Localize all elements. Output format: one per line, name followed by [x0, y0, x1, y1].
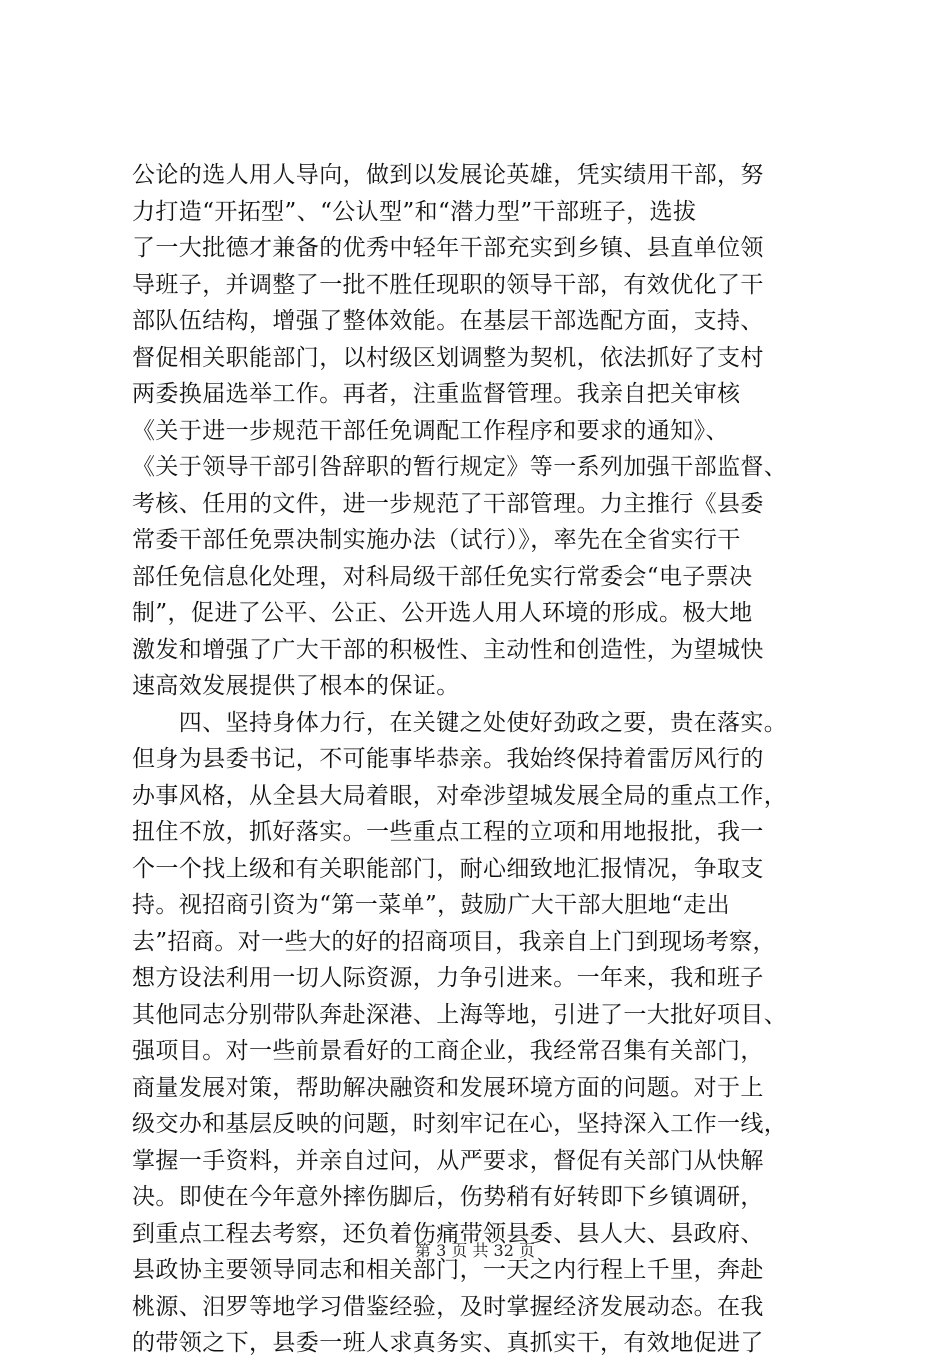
text-line: 考核、任用的文件，进一步规范了干部管理。力主推行《县委: [132, 490, 764, 517]
text-line: 决。即使在今年意外摔伤脚后，伤势稍有好转即下乡镇调研，: [132, 1184, 764, 1210]
text-line: 县政协主要领导同志和相关部门，一天之内行程上千里，奔赴: [132, 1257, 764, 1283]
text-line: 强项目。对一些前景看好的工商企业，我经常召集有关部门，: [132, 1038, 764, 1064]
text-line: 商量发展对策，帮助解决融资和发展环境方面的问题。对于上: [132, 1074, 764, 1101]
text-line: 制”，促进了公平、公正、公开选人用人环境的形成。极大地: [132, 600, 753, 626]
text-line: 督促相关职能部门，以村级区划调整为契机，依法抓好了支村: [132, 344, 764, 371]
text-line: 激发和增强了广大干部的积极性、主动性和创造性，为望城快: [132, 636, 764, 663]
text-line: 到重点工程去考察，还负着伤痛带领县委、县人大、县政府、: [132, 1220, 764, 1247]
text-line: 个一个找上级和有关职能部门，耐心细致地汇报情况，争取支: [132, 855, 764, 882]
text-line: 公论的选人用人导向，做到以发展论英雄，凭实绩用干部，努: [132, 162, 764, 188]
page-footer: [0, 1240, 950, 1262]
text-line: 级交办和基层反映的问题，时刻牢记在心，坚持深入工作一线，: [132, 1111, 788, 1137]
text-line: 扭住不放，抓好落实。一些重点工程的立项和用地报批，我一: [132, 819, 764, 845]
text-line: 的带领之下，县委一班人求真务实、真抓实干，有效地促进了: [132, 1330, 764, 1356]
text-line: 《关于领导干部引咎辞职的暂行规定》等一系列加强干部监督、: [132, 454, 788, 480]
text-line: 常委干部任免票决制实施办法（试行）》，率先在全省实行干: [132, 527, 741, 553]
text-line: 桃源、汨罗等地学习借鉴经验，及时掌握经济发展动态。在我: [132, 1293, 764, 1320]
text-line: 《关于进一步规范干部任免调配工作程序和要求的通知》、: [132, 417, 729, 444]
text-line: 但身为县委书记，不可能事毕恭亲。我始终保持着雷厉风行的: [132, 746, 764, 772]
text-line: 四、坚持身体力行，在关键之处使好劲政之要，贵在落实。: [132, 709, 788, 736]
text-line: 力打造“开拓型”、“公认型”和“潜力型”干部班子，选拔: [132, 198, 697, 225]
text-line: 部任免信息化处理，对科局级干部任免实行常委会“电子票决: [132, 563, 753, 590]
text-line: 其他同志分别带队奔赴深港、上海等地，引进了一大批好项目、: [132, 1001, 788, 1028]
text-line: 想方设法利用一切人际资源，力争引进来。一年来，我和班子: [132, 965, 764, 991]
page-number: 第 3 页 共 32 页: [415, 1241, 535, 1260]
text-line: 持。视招商引资为“第一菜单”，鼓励广大干部大胆地“走出: [132, 892, 731, 918]
text-line: 了一大批德才兼备的优秀中轻年干部充实到乡镇、县直单位领: [132, 235, 764, 261]
text-line: 掌握一手资料，并亲自过问，从严要求，督促有关部门从快解: [132, 1147, 764, 1174]
text-line: 速高效发展提供了根本的保证。: [132, 673, 460, 699]
text-line: 办事风格，从全县大局着眼，对牵涉望城发展全局的重点工作，: [132, 782, 788, 809]
text-line: 两委换届选举工作。再者，注重监督管理。我亲自把关审核: [132, 381, 741, 407]
body-text: [132, 157, 832, 1362]
text-line: 导班子，并调整了一批不胜任现职的领导干部，有效优化了干: [132, 271, 764, 298]
text-line: 部队伍结构，增强了整体效能。在基层干部选配方面，支持、: [132, 308, 764, 334]
text-line: 去”招商。对一些大的好的招商项目，我亲自上门到现场考察，: [132, 928, 776, 955]
